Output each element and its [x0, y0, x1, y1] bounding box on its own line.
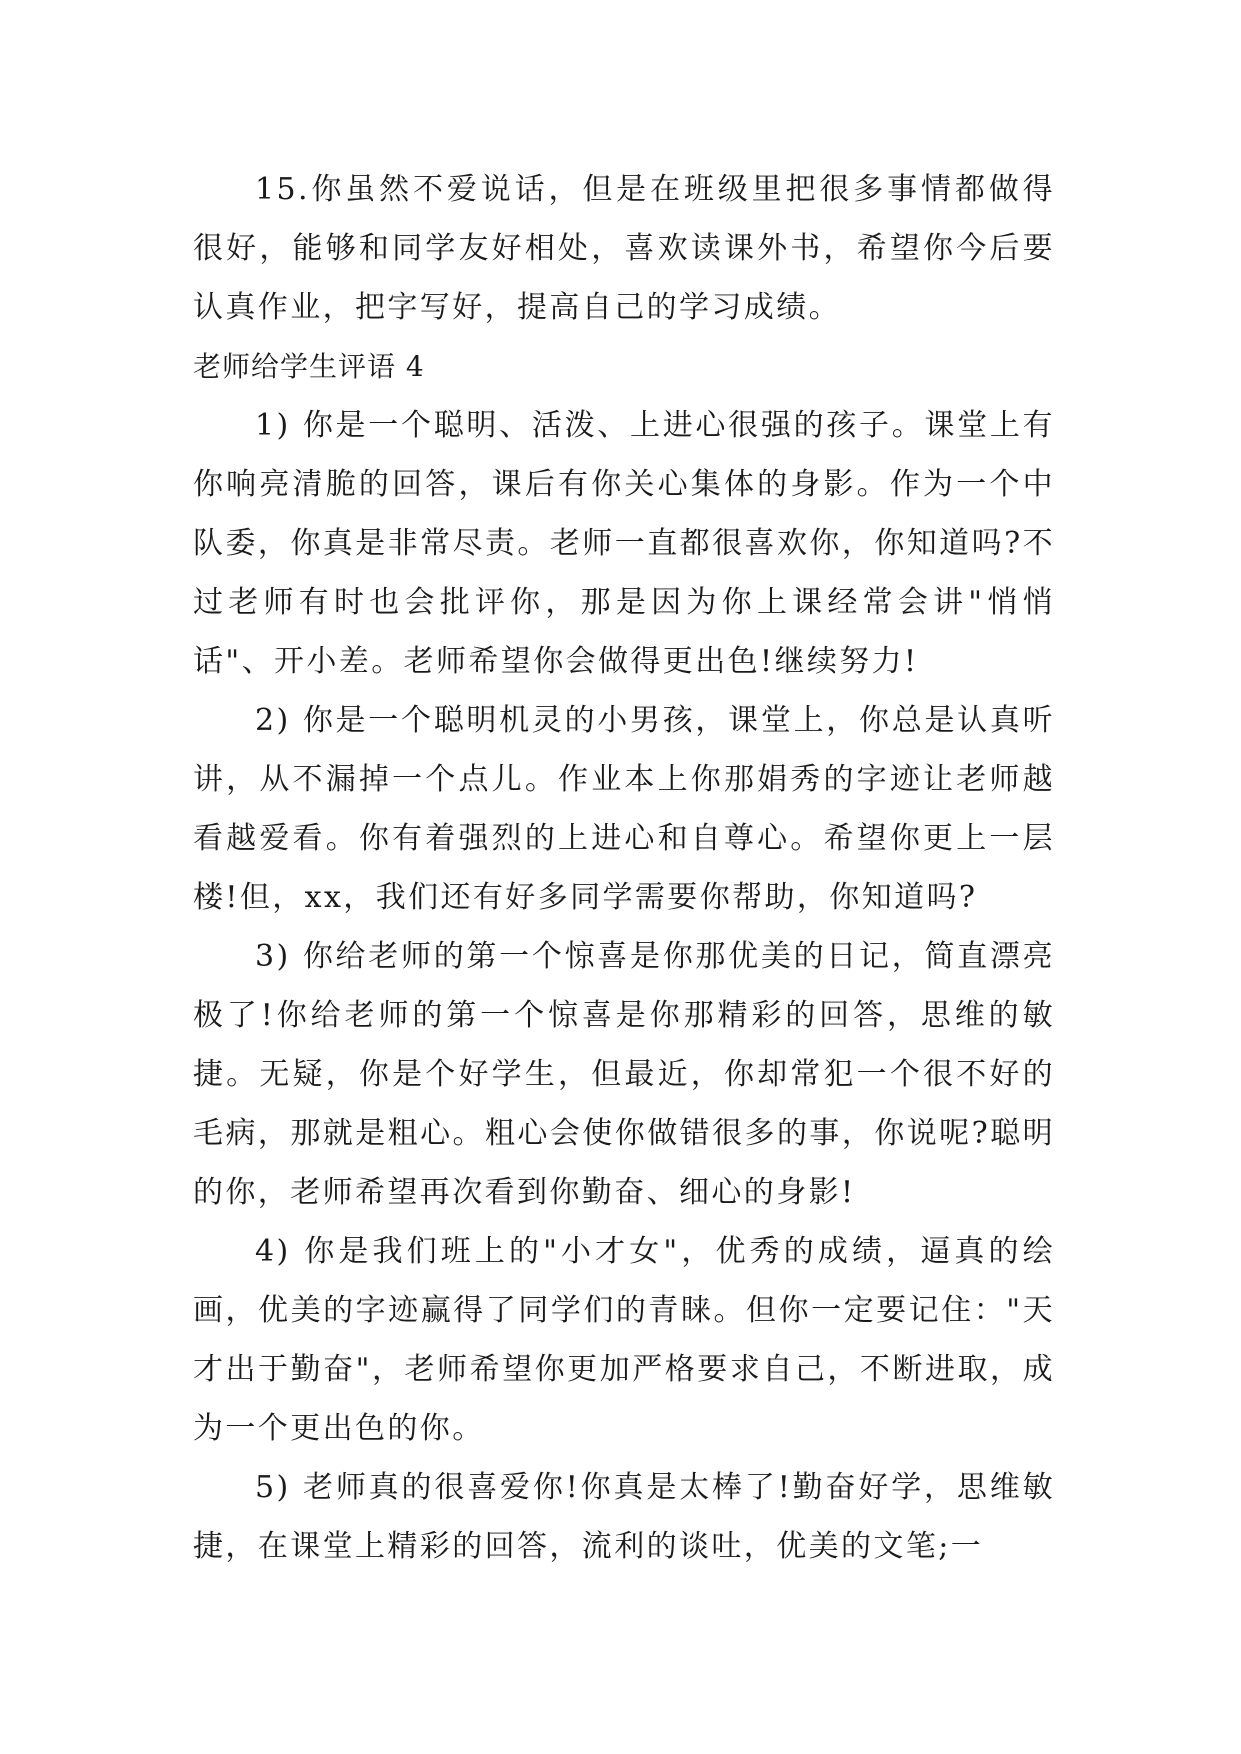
- document-body: [193, 160, 1055, 1576]
- paragraph-item-15: 15.你虽然不爱说话，但是在班级里把很多事情都做得很好，能够和同学友好相处，喜欢读课外书，希望你今后要认真作业，把字写好，提高自己的学习成绩。: [193, 172, 1055, 325]
- comment-item-4: 4) 你是我们班上的"小才女"，优秀的成绩，逼真的绘画，优美的字迹赢得了同学们的青睐。但你一定要记住："天才出于勤奋"，老师希望你更加严格要求自己，不断进取，成为一个更出色的你。: [193, 1234, 1055, 1446]
- comment-item-1: 1) 你是一个聪明、活泼、上进心很强的孩子。课堂上有你响亮清脆的回答，课后有你关心集体的身影。作为一个中队委，你真是非常尽责。老师一直都很喜欢你，你知道吗?不过老师有时也会批评你，那是因为你上课经常会讲"悄悄话"、开小差。老师希望你会做得更出色!继续努力!: [193, 408, 1055, 679]
- comment-item-2: 2) 你是一个聪明机灵的小男孩，课堂上，你总是认真听讲，从不漏掉一个点儿。作业本上你那娟秀的字迹让老师越看越爱看。你有着强烈的上进心和自尊心。希望你更上一层楼!但，xx，我们还有好多同学需要你帮助，你知道吗?: [193, 703, 1055, 915]
- comment-item-5: 5) 老师真的很喜爱你!你真是太棒了!勤奋好学，思维敏捷，在课堂上精彩的回答，流利的谈吐，优美的文笔;一: [193, 1470, 1055, 1564]
- comment-item-3: 3) 你给老师的第一个惊喜是你那优美的日记，简直漂亮极了!你给老师的第一个惊喜是你那精彩的回答，思维的敏捷。无疑，你是个好学生，但最近，你却常犯一个很不好的毛病，那就是粗心。粗心会使你做错很多的事，你说呢?聪明的你，老师希望再次看到你勤奋、细心的身影!: [193, 939, 1055, 1210]
- section-title: 老师给学生评语 4: [193, 350, 425, 383]
